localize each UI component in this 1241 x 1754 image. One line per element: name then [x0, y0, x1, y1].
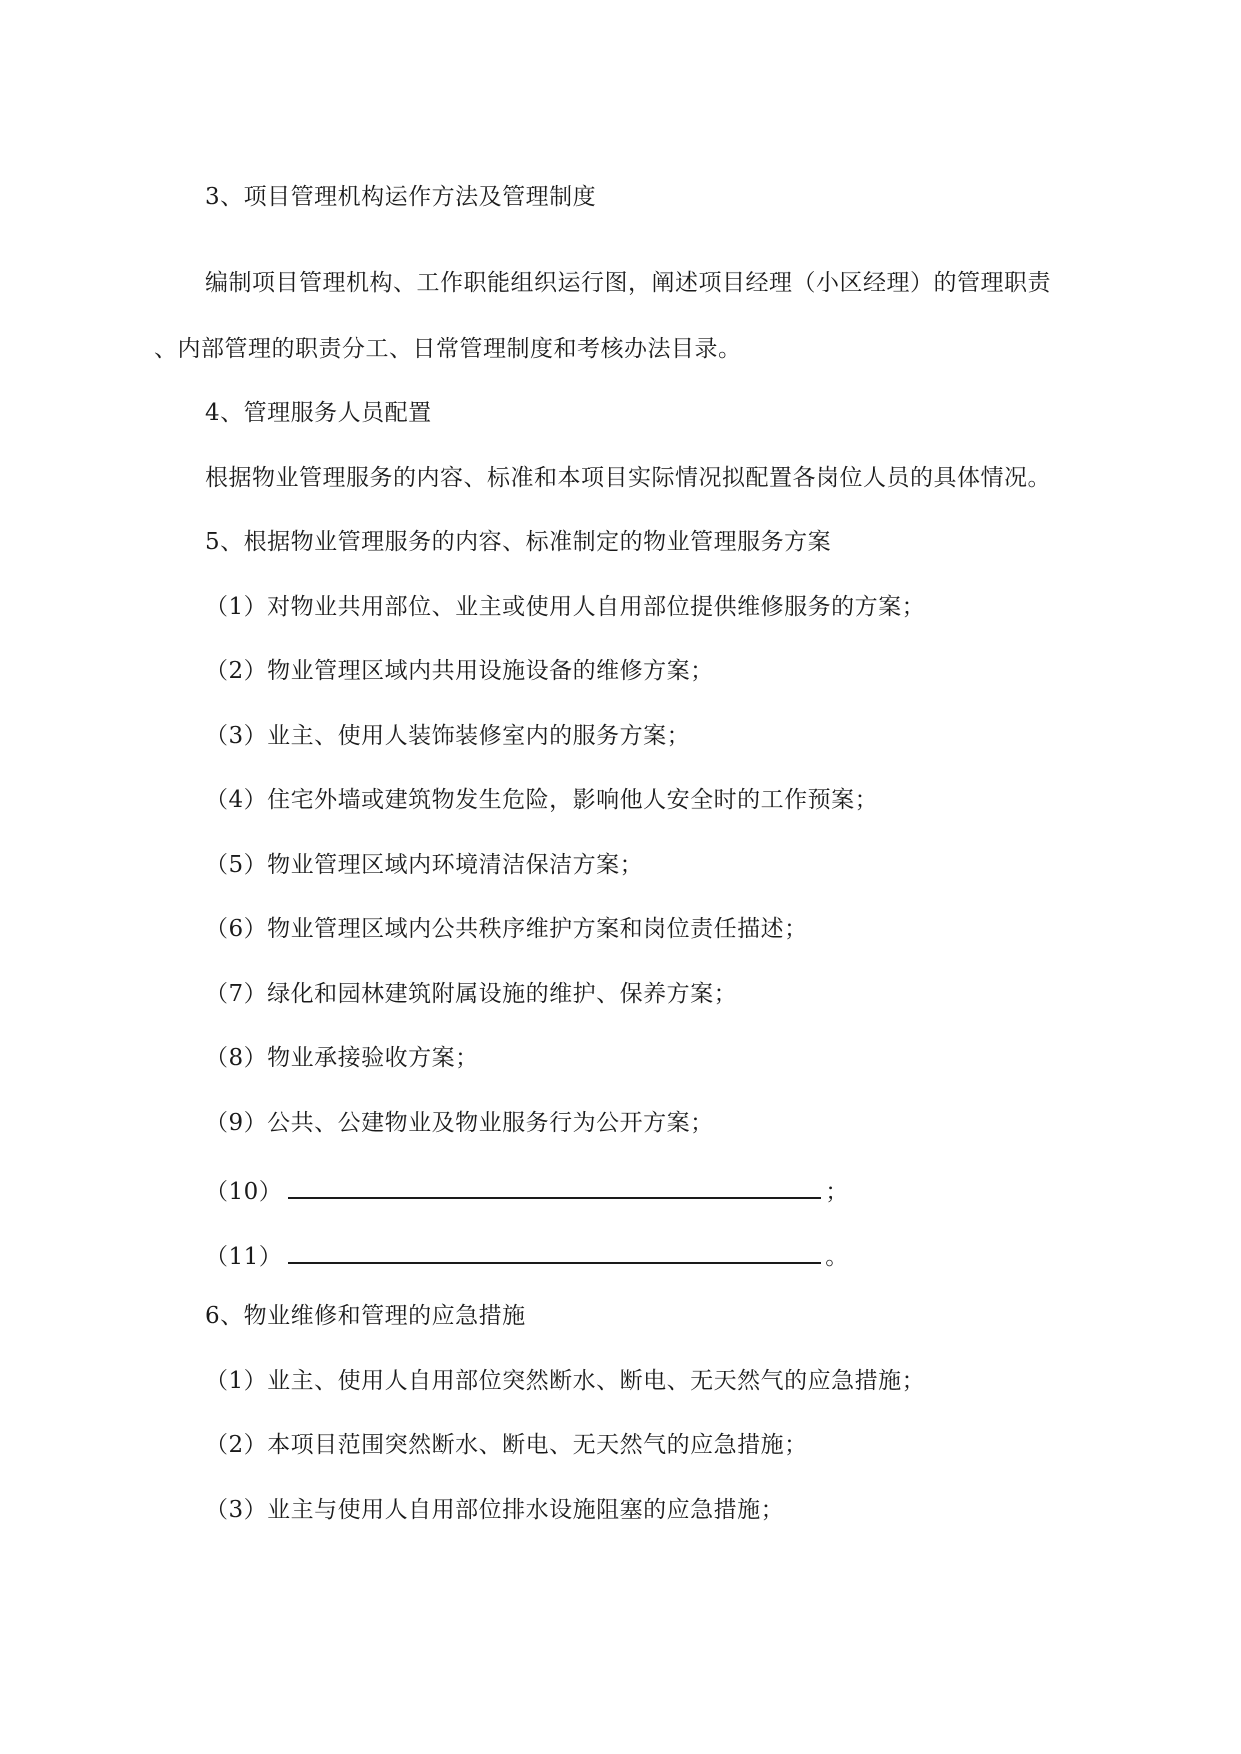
- blank-item-label: （10）: [205, 1179, 283, 1205]
- blank-item-end: ；: [825, 1179, 849, 1205]
- blank-item-end: 。: [825, 1244, 849, 1270]
- section-3-body-line-2: 、内部管理的职责分工、日常管理制度和考核办法目录。: [154, 336, 742, 362]
- section-4-body: 根据物业管理服务的内容、标准和本项目实际情况拟配置各岗位人员的具体情况。: [205, 465, 1051, 491]
- section-5-item: （2）物业管理区域内共用设施设备的维修方案；: [205, 658, 714, 684]
- section-5-item: （4）住宅外墙或建筑物发生危险，影响他人安全时的工作预案；: [205, 787, 879, 813]
- section-5-item: （7）绿化和园林建筑附属设施的维护、保养方案；: [205, 981, 738, 1007]
- section-6-item: （2）本项目范围突然断水、断电、无天然气的应急措施；: [205, 1432, 808, 1458]
- section-5-item: （1）对物业共用部位、业主或使用人自用部位提供维修服务的方案；: [205, 594, 926, 620]
- section-5-item: （8）物业承接验收方案；: [205, 1045, 479, 1071]
- section-4-heading: 4、管理服务人员配置: [205, 400, 432, 426]
- section-6-item: （1）业主、使用人自用部位突然断水、断电、无天然气的应急措施；: [205, 1368, 926, 1394]
- section-5-item: （9）公共、公建物业及物业服务行为公开方案；: [205, 1110, 714, 1136]
- section-5-item: （6）物业管理区域内公共秩序维护方案和岗位责任描述；: [205, 916, 808, 942]
- blank-item-label: （11）: [205, 1244, 283, 1270]
- fill-in-blank-line[interactable]: [288, 1171, 821, 1199]
- section-5-blank-item-11: [205, 1236, 849, 1273]
- section-3-heading: 3、项目管理机构运作方法及管理制度: [205, 184, 597, 210]
- section-5-blank-item-10: [205, 1171, 849, 1208]
- section-5-item: （3）业主、使用人装饰装修室内的服务方案；: [205, 723, 691, 749]
- section-5-heading: 5、根据物业管理服务的内容、标准制定的物业管理服务方案: [205, 529, 832, 555]
- fill-in-blank-line[interactable]: [288, 1236, 821, 1264]
- section-6-item: （3）业主与使用人自用部位排水设施阻塞的应急措施；: [205, 1497, 785, 1523]
- section-3-body-line-1: 编制项目管理机构、工作职能组织运行图，阐述项目经理（小区经理）的管理职责: [205, 270, 1051, 296]
- section-5-item: （5）物业管理区域内环境清洁保洁方案；: [205, 852, 644, 878]
- section-6-heading: 6、物业维修和管理的应急措施: [205, 1303, 526, 1329]
